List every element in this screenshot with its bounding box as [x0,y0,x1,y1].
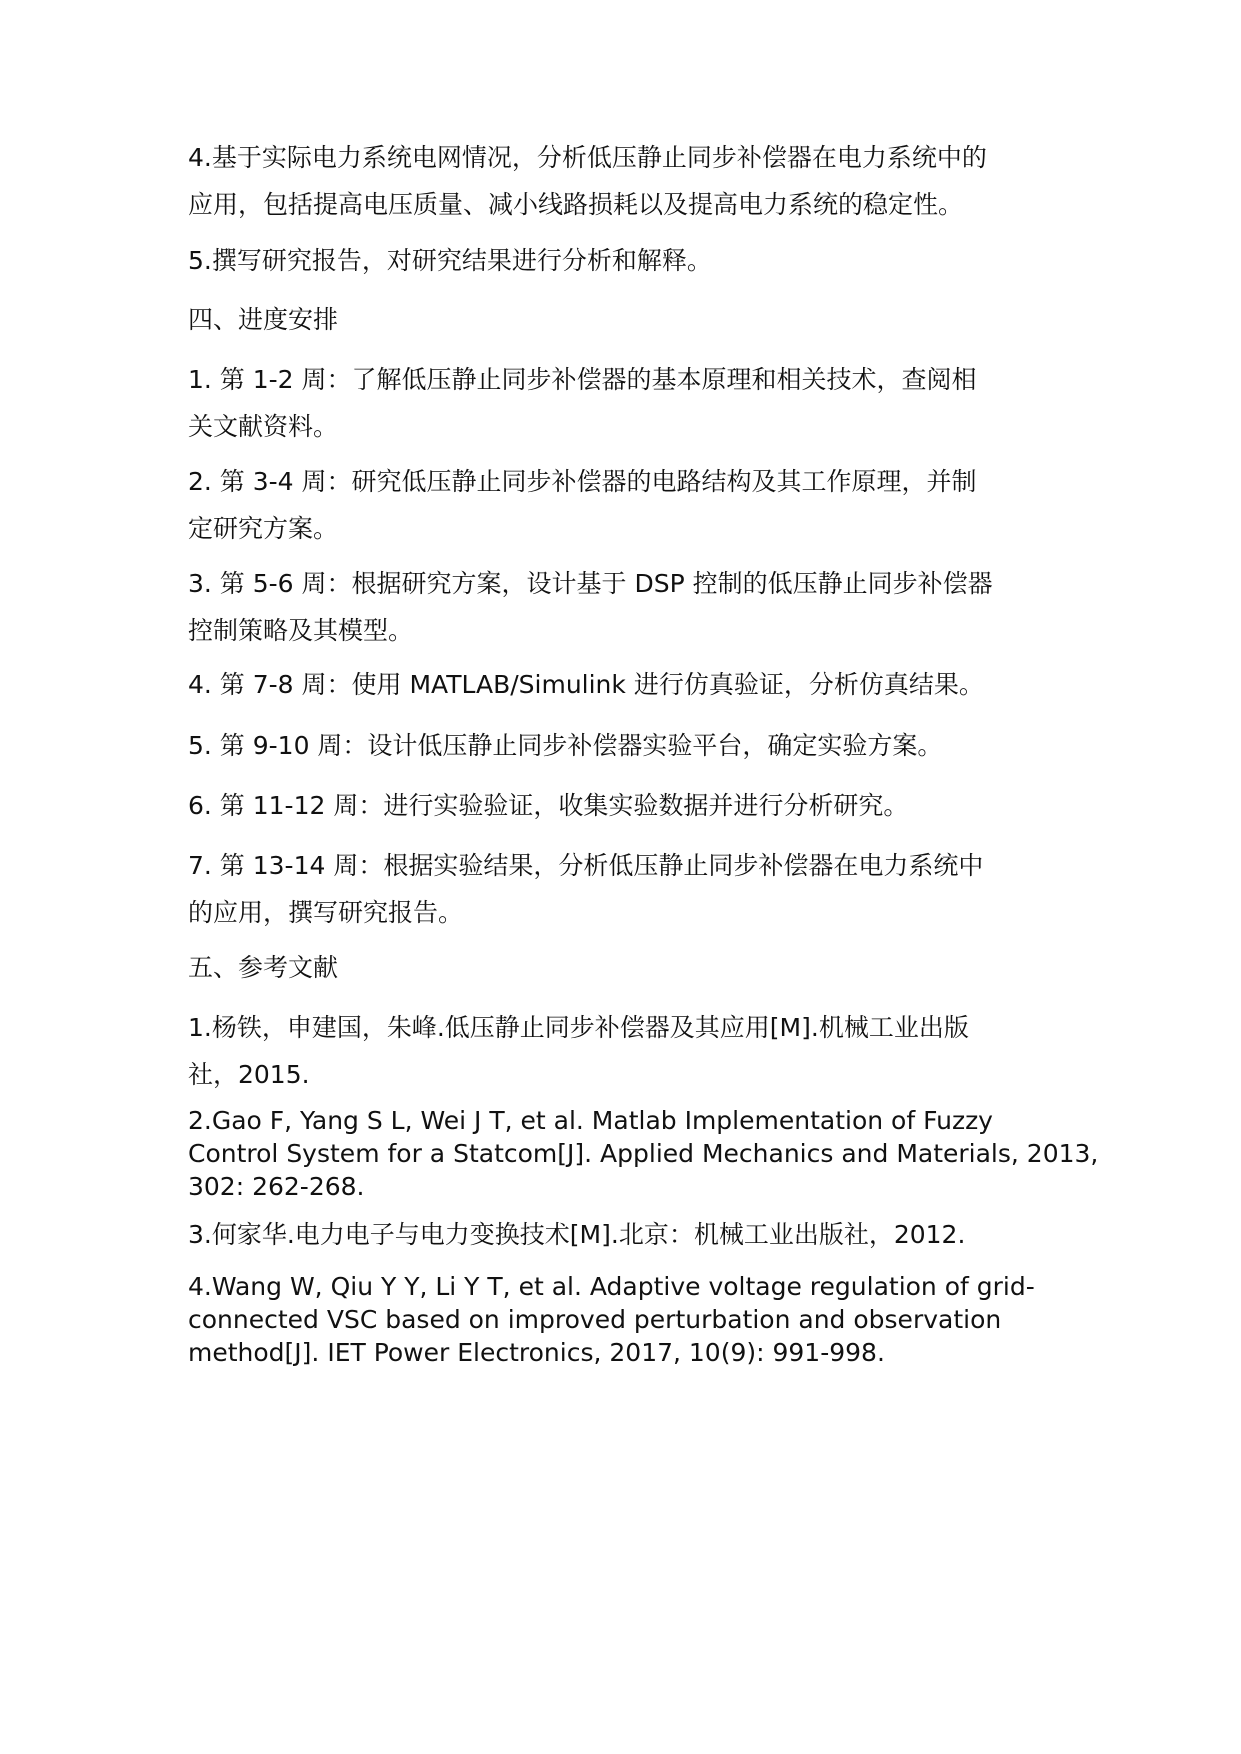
text-line: 4. 第 7-8 周：使用 MATLAB/Simulink 进行仿真验证，分析仿真结果。 [188,670,984,699]
text-line: 社，2015. [188,1060,310,1089]
text-line: 302: 262-268. [188,1172,365,1201]
text-line: 6. 第 11-12 周：进行实验验证，收集实验数据并进行分析研究。 [188,791,909,820]
text-line: 控制策略及其模型。 [188,616,414,645]
schedule-item-4 [188,661,1068,708]
text-line: 5.撰写研究报告，对研究结果进行分析和解释。 [188,246,712,275]
text-line: 应用，包括提高电压质量、减小线路损耗以及提高电力系统的稳定性。 [188,190,964,219]
text-line: 定研究方案。 [188,514,339,543]
section-heading: 五、参考文献 [188,953,339,982]
reference-item-1 [188,1004,1068,1098]
schedule-item-6 [188,782,1068,829]
text-line: method[J]. IET Power Electronics, 2017, 10(9): 991-998. [188,1338,885,1367]
text-line: Control System for a Statcom[J]. Applied Mechanics and Materials, 2013, [188,1139,1099,1168]
text-line: 3. 第 5-6 周：根据研究方案，设计基于 DSP 控制的低压静止同步补偿器 [188,569,993,598]
schedule-item-3 [188,560,1068,654]
text-line: 1.杨铁，申建国，朱峰.低压静止同步补偿器及其应用[M].机械工业出版 [188,1013,969,1042]
text-line: 关文献资料。 [188,412,339,441]
text-line: 5. 第 9-10 周：设计低压静止同步补偿器实验平台，确定实验方案。 [188,731,943,760]
text-line: 7. 第 13-14 周：根据实验结果，分析低压静止同步补偿器在电力系统中 [188,851,984,880]
text-line: 4.Wang W, Qiu Y Y, Li Y T, et al. Adaptive voltage regulation of grid- [188,1272,1035,1301]
text-line: 3.何家华.电力电子与电力变换技术[M].北京：机械工业出版社，2012. [188,1220,966,1249]
paragraph-research-item-4 [188,134,1068,228]
schedule-item-7 [188,842,1068,936]
section-heading-schedule [188,296,1068,343]
text-line: 1. 第 1-2 周：了解低压静止同步补偿器的基本原理和相关技术，查阅相 [188,365,977,394]
text-line: 2. 第 3-4 周：研究低压静止同步补偿器的电路结构及其工作原理，并制 [188,467,977,496]
text-line: 的应用，撰写研究报告。 [188,898,464,927]
reference-item-2 [188,1104,1099,1203]
reference-item-4 [188,1270,1088,1369]
schedule-item-5 [188,722,1068,769]
section-heading-references [188,944,1068,991]
paragraph-research-item-5 [188,237,1068,284]
schedule-item-1 [188,356,1068,450]
text-line: connected VSC based on improved perturbation and observation [188,1305,1002,1334]
text-line: 4.基于实际电力系统电网情况，分析低压静止同步补偿器在电力系统中的 [188,143,987,172]
reference-item-3 [188,1211,1068,1258]
schedule-item-2 [188,458,1068,552]
text-line: 2.Gao F, Yang S L, Wei J T, et al. Matlab Implementation of Fuzzy [188,1106,993,1135]
section-heading: 四、进度安排 [188,305,339,334]
